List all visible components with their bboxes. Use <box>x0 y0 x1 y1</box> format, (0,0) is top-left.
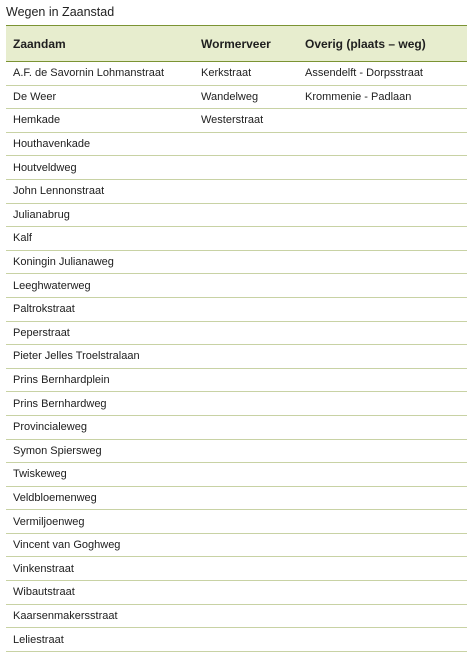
cell-wormerveer <box>194 345 298 369</box>
cell-wormerveer <box>194 533 298 557</box>
cell-wormerveer <box>194 486 298 510</box>
cell-wormerveer <box>194 557 298 581</box>
cell-wormerveer <box>194 274 298 298</box>
cell-zaandam: Prins Bernhardplein <box>6 368 194 392</box>
table-row <box>6 85 467 109</box>
cell-overig <box>298 604 467 628</box>
cell-zaandam: Symon Spiersweg <box>6 439 194 463</box>
cell-overig <box>298 156 467 180</box>
cell-wormerveer: Wandelweg <box>194 85 298 109</box>
cell-zaandam: Leeghwaterweg <box>6 274 194 298</box>
table-row <box>6 132 467 156</box>
cell-zaandam: Leliestraat <box>6 628 194 652</box>
roads-table <box>6 25 467 652</box>
column-header-overig: Overig (plaats – weg) <box>298 26 467 62</box>
table-row <box>6 415 467 439</box>
table-row <box>6 179 467 203</box>
cell-overig <box>298 368 467 392</box>
table-row <box>6 274 467 298</box>
table-row <box>6 533 467 557</box>
cell-zaandam: Provincialeweg <box>6 415 194 439</box>
table-header <box>6 26 467 62</box>
table-row <box>6 463 467 487</box>
table-row <box>6 581 467 605</box>
cell-wormerveer <box>194 392 298 416</box>
table-row <box>6 510 467 534</box>
cell-overig: Assendelft - Dorpsstraat <box>298 62 467 86</box>
cell-overig <box>298 557 467 581</box>
table-caption: Wegen in Zaanstad <box>6 5 115 19</box>
table-body <box>6 62 467 652</box>
cell-overig <box>298 392 467 416</box>
cell-zaandam: Vermiljoenweg <box>6 510 194 534</box>
cell-zaandam: Twiskeweg <box>6 463 194 487</box>
cell-overig <box>298 274 467 298</box>
cell-zaandam: Pieter Jelles Troelstralaan <box>6 345 194 369</box>
table-row <box>6 227 467 251</box>
table-row <box>6 297 467 321</box>
cell-wormerveer <box>194 297 298 321</box>
cell-overig <box>298 439 467 463</box>
cell-zaandam: Vincent van Goghweg <box>6 533 194 557</box>
cell-wormerveer <box>194 510 298 534</box>
cell-wormerveer <box>194 581 298 605</box>
cell-overig <box>298 109 467 133</box>
cell-zaandam: Kaarsenmakersstraat <box>6 604 194 628</box>
cell-wormerveer: Westerstraat <box>194 109 298 133</box>
table-row <box>6 628 467 652</box>
cell-overig <box>298 227 467 251</box>
table-row <box>6 109 467 133</box>
table-row <box>6 62 467 86</box>
cell-overig <box>298 533 467 557</box>
cell-overig <box>298 179 467 203</box>
table-row <box>6 156 467 180</box>
table-row <box>6 345 467 369</box>
cell-overig <box>298 321 467 345</box>
table-row <box>6 250 467 274</box>
table-row <box>6 604 467 628</box>
cell-wormerveer <box>194 604 298 628</box>
cell-overig <box>298 463 467 487</box>
cell-zaandam: Julianabrug <box>6 203 194 227</box>
cell-overig <box>298 203 467 227</box>
cell-wormerveer: Kerkstraat <box>194 62 298 86</box>
cell-zaandam: Houtveldweg <box>6 156 194 180</box>
column-header-wormerveer: Wormerveer <box>194 26 298 62</box>
cell-overig <box>298 250 467 274</box>
cell-zaandam: Houthavenkade <box>6 132 194 156</box>
cell-wormerveer <box>194 439 298 463</box>
cell-wormerveer <box>194 179 298 203</box>
column-header-zaandam: Zaandam <box>6 26 194 62</box>
cell-wormerveer <box>194 203 298 227</box>
cell-overig <box>298 486 467 510</box>
cell-overig <box>298 581 467 605</box>
cell-zaandam: Wibautstraat <box>6 581 194 605</box>
cell-overig <box>298 628 467 652</box>
cell-zaandam: Koningin Julianaweg <box>6 250 194 274</box>
table-row <box>6 557 467 581</box>
table-row <box>6 368 467 392</box>
cell-overig <box>298 510 467 534</box>
cell-wormerveer <box>194 463 298 487</box>
cell-overig: Krommenie - Padlaan <box>298 85 467 109</box>
cell-zaandam: De Weer <box>6 85 194 109</box>
cell-wormerveer <box>194 132 298 156</box>
cell-zaandam: Prins Bernhardweg <box>6 392 194 416</box>
cell-overig <box>298 345 467 369</box>
cell-wormerveer <box>194 250 298 274</box>
cell-wormerveer <box>194 321 298 345</box>
cell-zaandam: Veldbloemenweg <box>6 486 194 510</box>
table-row <box>6 392 467 416</box>
cell-zaandam: Peperstraat <box>6 321 194 345</box>
table-row <box>6 203 467 227</box>
table-row <box>6 486 467 510</box>
header-row <box>6 26 467 62</box>
cell-zaandam: A.F. de Savornin Lohmanstraat <box>6 62 194 86</box>
cell-zaandam: Hemkade <box>6 109 194 133</box>
cell-wormerveer <box>194 156 298 180</box>
cell-zaandam: Kalf <box>6 227 194 251</box>
table-row <box>6 439 467 463</box>
cell-overig <box>298 297 467 321</box>
cell-overig <box>298 415 467 439</box>
cell-wormerveer <box>194 415 298 439</box>
cell-zaandam: John Lennonstraat <box>6 179 194 203</box>
cell-zaandam: Vinkenstraat <box>6 557 194 581</box>
cell-wormerveer <box>194 227 298 251</box>
cell-zaandam: Paltrokstraat <box>6 297 194 321</box>
table-row <box>6 321 467 345</box>
cell-wormerveer <box>194 628 298 652</box>
cell-overig <box>298 132 467 156</box>
cell-wormerveer <box>194 368 298 392</box>
